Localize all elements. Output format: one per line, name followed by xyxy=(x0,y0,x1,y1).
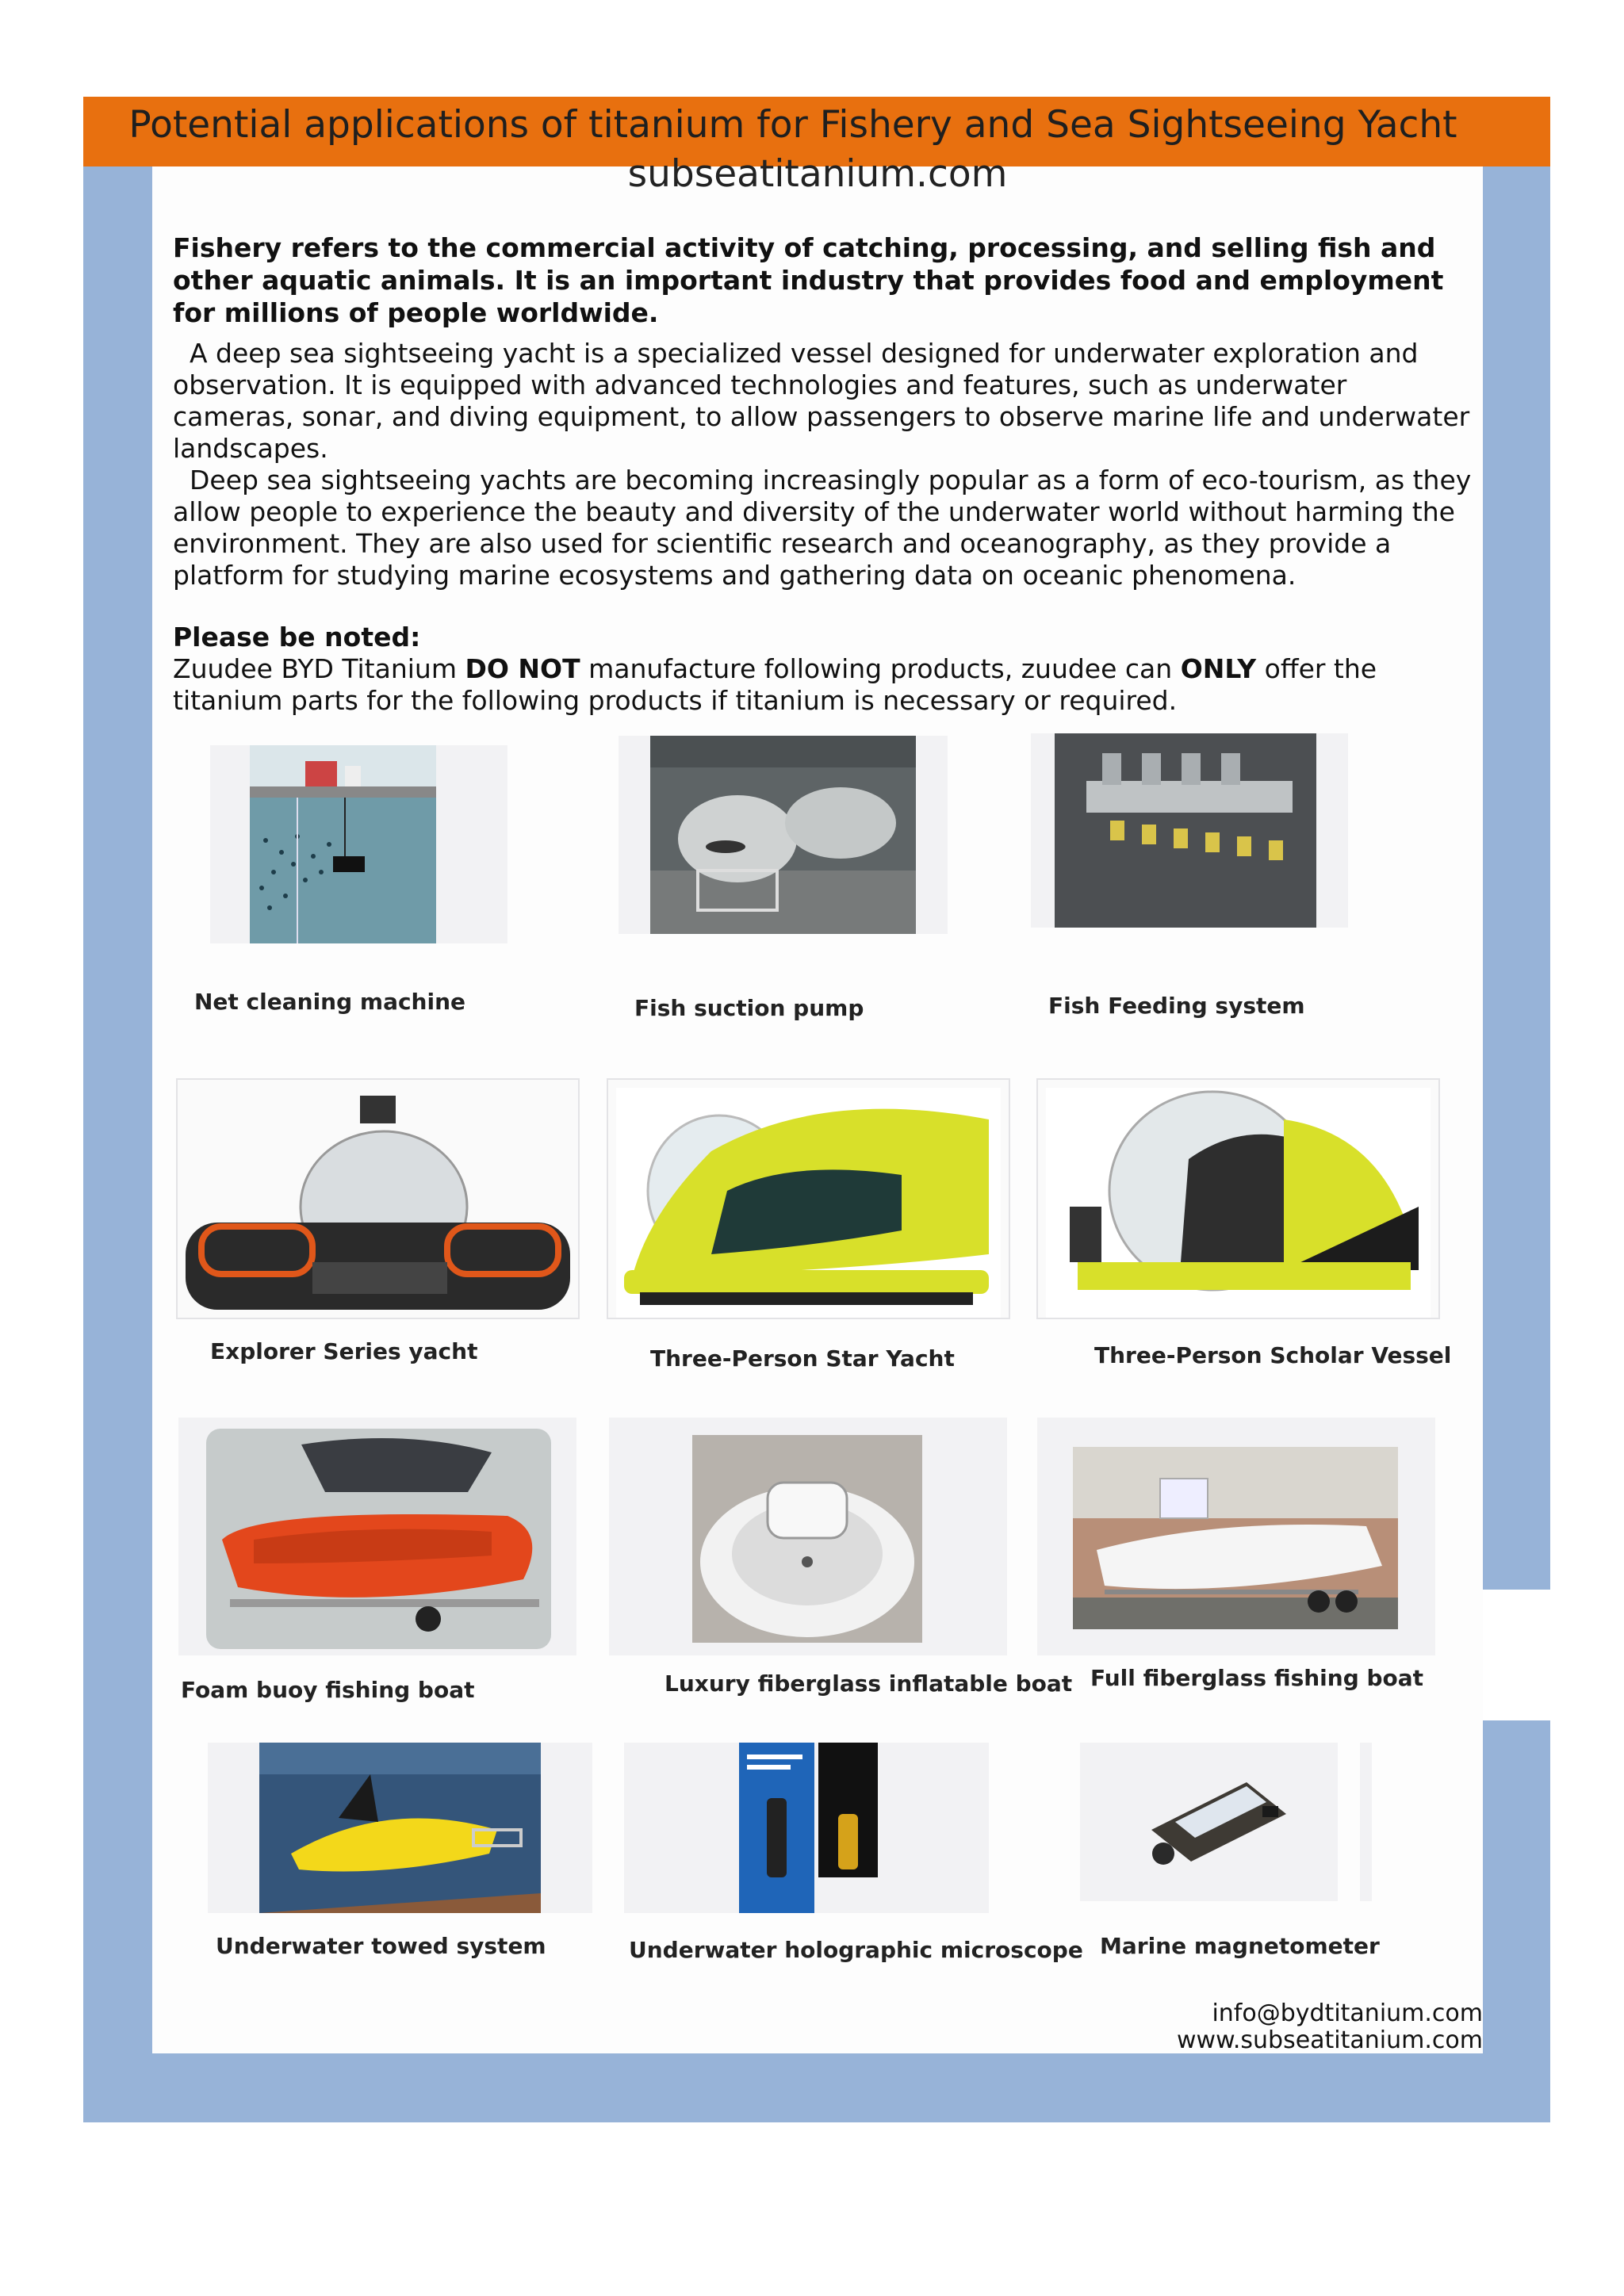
caption-microscope: Underwater holographic microscope xyxy=(629,1937,1083,1963)
notice-only: ONLY xyxy=(1180,653,1257,684)
product-card-fiberglass xyxy=(1037,1418,1435,1655)
caption-star-yacht: Three-Person Star Yacht xyxy=(650,1345,955,1372)
microscope-photo-icon xyxy=(735,1743,882,1913)
partial-card xyxy=(1360,1743,1372,1901)
caption-inflatable: Luxury fiberglass inflatable boat xyxy=(665,1670,1073,1697)
notice-part1: Zuudee BYD Titanium xyxy=(173,653,465,684)
notice-heading xyxy=(173,622,420,652)
caption-fiberglass: Full fiberglass fishing boat xyxy=(1090,1665,1424,1691)
eco-tourism-text: Deep sea sightseeing yachts are becoming increasingly popular as a form of eco-tourism, as they allow people to experience the beauty and diversity of the underwater world without harming the environment. They are also used for scientific research and oceanography, as they provide a platform for studying marine ecosystems and gathering data on oceanic phenomena. xyxy=(173,465,1472,591)
caption-magnetometer: Marine magnetometer xyxy=(1100,1933,1380,1959)
towed-system-photo-icon xyxy=(259,1743,541,1913)
product-card-magnetometer xyxy=(1080,1743,1338,1901)
product-card-net-cleaning xyxy=(210,745,508,943)
yacht-description-text: A deep sea sightseeing yacht is a specialized vessel designed for underwater exploration and observation. It is equipped with advanced technologies and features, such as underwater cameras, sonar, and diving equipment, to allow passengers to observe marine life and underwater landscapes. xyxy=(173,338,1470,464)
fishing-boat-photo-icon xyxy=(1073,1447,1398,1629)
product-card-fish-suction xyxy=(619,736,948,934)
notice-text xyxy=(173,653,1473,717)
caption-explorer: Explorer Series yacht xyxy=(210,1338,478,1364)
fish-feeding-system-photo-icon xyxy=(1055,733,1316,928)
caption-fish-feeding: Fish Feeding system xyxy=(1048,993,1305,1019)
star-yacht-photo-icon xyxy=(616,1088,1001,1318)
yacht-description xyxy=(173,338,1473,465)
caption-scholar: Three-Person Scholar Vessel xyxy=(1094,1342,1452,1368)
scholar-vessel-photo-icon xyxy=(1046,1088,1431,1318)
notice-do-not: DO NOT xyxy=(465,653,580,684)
notice-part2: manufacture following products, zuudee can xyxy=(580,653,1181,684)
contact-website[interactable]: www.subseatitanium.com xyxy=(1177,2026,1483,2054)
inflatable-boat-photo-icon xyxy=(692,1435,922,1643)
fishery-definition: Fishery refers to the commercial activity of catching, processing, and selling fish and other aquatic animals. It is an important industry that provides food and employment for millions of people worldwide. xyxy=(173,232,1444,328)
contact-email[interactable]: info@bydtitanium.com xyxy=(1212,1999,1483,2027)
frame-notch xyxy=(1483,1590,1554,1720)
eco-tourism-description xyxy=(173,465,1473,591)
magnetometer-photo-icon xyxy=(1128,1758,1294,1885)
orange-boat-photo-icon xyxy=(206,1429,551,1649)
product-card-explorer xyxy=(176,1078,580,1319)
product-card-towed xyxy=(208,1743,592,1913)
product-card-inflatable xyxy=(609,1418,1007,1655)
product-card-scholar xyxy=(1036,1078,1440,1319)
net-cleaning-machine-photo-icon xyxy=(250,745,436,943)
product-card-foam-buoy xyxy=(178,1418,576,1655)
explorer-submarine-photo-icon xyxy=(186,1088,570,1318)
caption-towed: Underwater towed system xyxy=(216,1933,546,1959)
notice-colon: : xyxy=(410,622,421,652)
notice-heading-text: Please be noted xyxy=(173,622,411,652)
product-card-fish-feeding xyxy=(1031,733,1348,928)
caption-net-cleaning: Net cleaning machine xyxy=(194,989,466,1015)
fish-suction-pump-photo-icon xyxy=(650,736,916,934)
product-card-microscope xyxy=(624,1743,989,1913)
caption-fish-suction: Fish suction pump xyxy=(634,995,864,1021)
site-name: subseatitanium.com xyxy=(627,152,1008,196)
page-title: Potential applications of titanium for Fishery and Sea Sightseeing Yacht xyxy=(128,103,1457,147)
caption-foam-buoy: Foam buoy fishing boat xyxy=(181,1677,475,1703)
product-card-star-yacht xyxy=(607,1078,1010,1319)
notice-part3: offer the titanium parts for the following products if titanium is necessary or required. xyxy=(173,653,1377,716)
